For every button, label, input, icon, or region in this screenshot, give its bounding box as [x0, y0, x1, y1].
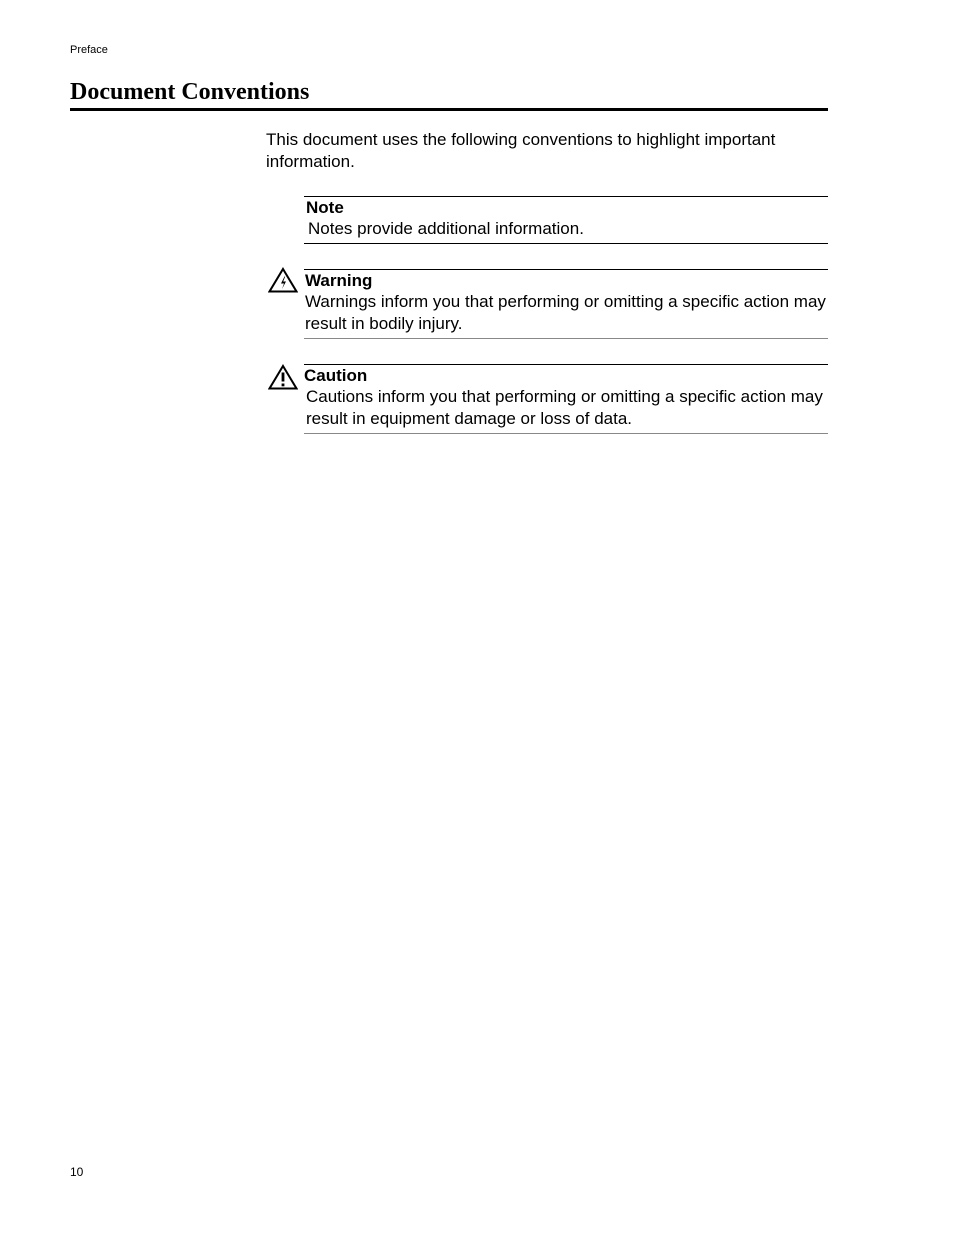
page-number: 10	[70, 1165, 84, 1179]
warning-body: Warnings inform you that performing or omitting a specific action may result in bodily injury.	[305, 292, 826, 333]
running-header: Preface	[70, 44, 108, 56]
warning-title: Warning	[305, 271, 373, 290]
caution-box	[304, 364, 828, 434]
caution-title: Caution	[304, 366, 368, 385]
intro-paragraph: This document uses the following conventions to highlight important information.	[266, 130, 776, 171]
caution-body: Cautions inform you that performing or omitting a specific action may result in equipment damage or loss of data.	[306, 387, 823, 428]
note-body: Notes provide additional information.	[308, 219, 584, 238]
electrical-warning-icon	[268, 267, 298, 293]
note-box	[304, 196, 828, 244]
note-title: Note	[306, 198, 344, 217]
warning-box	[304, 269, 828, 339]
section-title: Document Conventions	[70, 77, 828, 111]
caution-exclamation-icon	[268, 364, 298, 390]
